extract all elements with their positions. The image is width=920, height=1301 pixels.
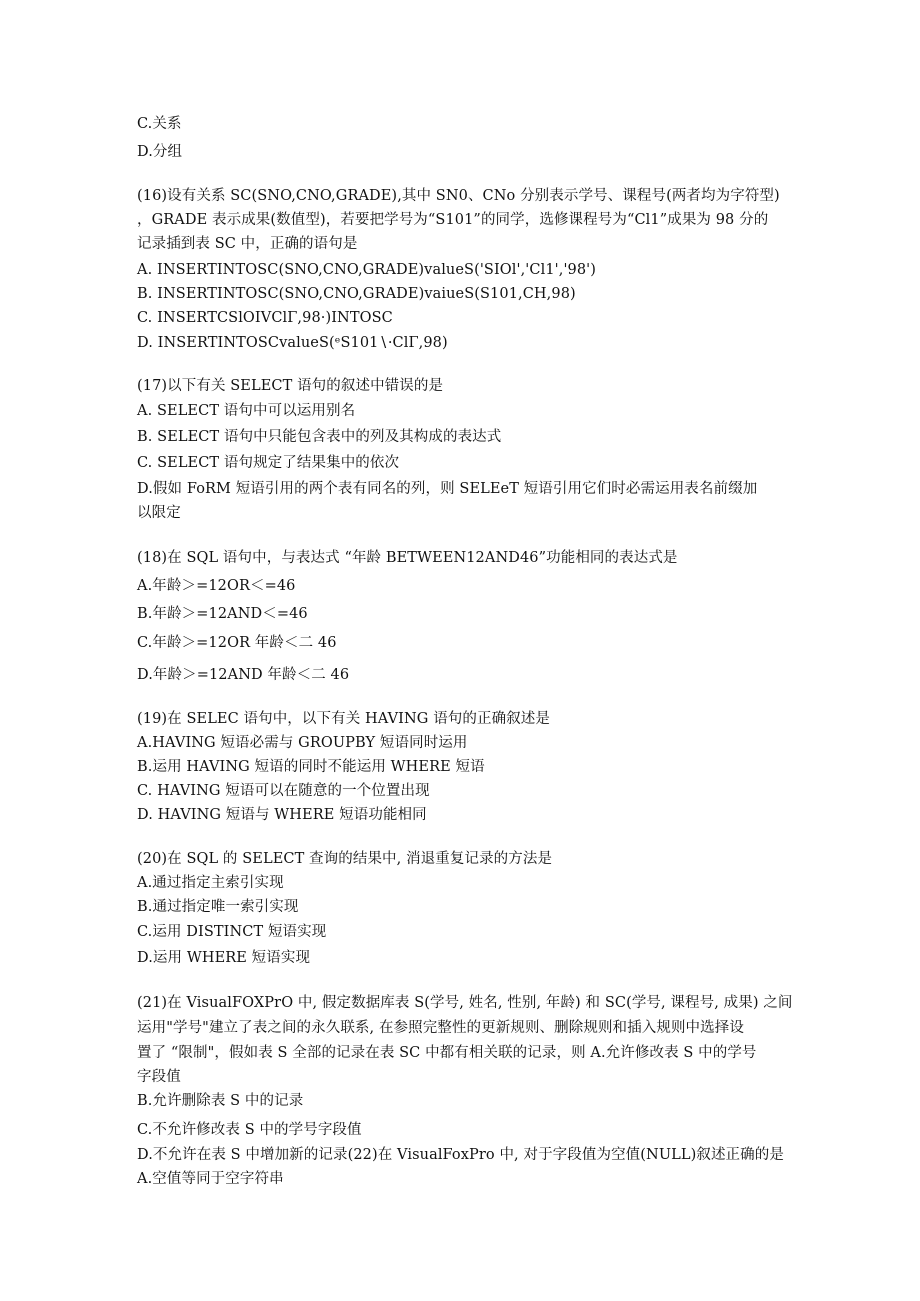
question-16-option-d: D. INSERTINTOSCvalueS(ᵉS101∖·ClΓ,98): [137, 335, 448, 351]
question-21-line-1: (21)在 VisualFOXPrO 中, 假定数据库表 S(学号, 姓名, 性别, 年龄) 和 SC(学号, 课程号, 成果) 之间: [137, 995, 793, 1011]
question-19-option-c: C. HAVING 短语可以在随意的一个位置出现: [137, 783, 430, 799]
question-19-option-d: D. HAVING 短语与 WHERE 短语功能相同: [137, 807, 427, 823]
question-20-option-c: C.运用 DISTINCT 短语实现: [137, 924, 327, 940]
question-19-option-a: A.HAVING 短语必需与 GROUPBY 短语同时运用: [137, 735, 468, 751]
question-21-option-b: B.允许删除表 S 中的记录: [137, 1093, 304, 1109]
question-18-stem: (18)在 SQL 语句中，与表达式 “年龄 BETWEEN12AND46”功能相同的表达式是: [137, 550, 678, 566]
question-16-line-2: ，GRADE 表示成果(数值型)，若要把学号为“S101”的同学，选修课程号为“Cl1”成果为 98 分的: [137, 212, 769, 228]
question-16-line-3: 记录插到表 SC 中，正确的语句是: [137, 236, 358, 252]
question-20-option-b: B.通过指定唯一索引实现: [137, 899, 299, 915]
question-18-option-a: A.年龄＞=12OR＜=46: [137, 578, 296, 594]
option-c-relation: C.关系: [137, 116, 182, 132]
question-17-option-c: C. SELECT 语句规定了结果集中的依次: [137, 455, 400, 471]
question-16-option-b: B. INSERTINTOSC(SNO,CNO,GRADE)vaiueS(S101,CH,98): [137, 286, 576, 302]
question-20-option-d: D.运用 WHERE 短语实现: [137, 950, 311, 966]
question-19-option-b: B.运用 HAVING 短语的同时不能运用 WHERE 短语: [137, 759, 485, 775]
question-20-option-a: A.通过指定主索引实现: [137, 875, 284, 891]
question-16-option-c: C. INSERTCSlOIVClΓ,98·)INTOSC: [137, 310, 393, 326]
question-20-stem: (20)在 SQL 的 SELECT 查询的结果中, 消退重复记录的方法是: [137, 851, 553, 867]
question-17-option-b: B. SELECT 语句中只能包含表中的列及其构成的表达式: [137, 429, 502, 445]
question-18-option-c: C.年龄＞=12OR 年龄＜二 46: [137, 635, 337, 651]
question-21-option-c: C.不允许修改表 S 中的学号字段值: [137, 1122, 362, 1138]
question-21-option-d: D.不允许在表 S 中增加新的记录(22)在 VisualFoxPro 中, 对于字段值为空值(NULL)叙述正确的是: [137, 1147, 784, 1163]
question-17-option-a: A. SELECT 语句中可以运用别名: [137, 403, 356, 419]
question-17-stem: (17)以下有关 SELECT 语句的叙述中错误的是: [137, 378, 444, 394]
question-16-option-a: A. INSERTINTOSC(SNO,CNO,GRADE)valueS('SIOl','Cl1','98'): [137, 262, 597, 278]
question-16-line-1: (16)设有关系 SC(SNO,CNO,GRADE),其中 SN0、CNo 分别表示学号、课程号(两者均为字符型): [137, 188, 780, 204]
question-17-option-d-line-2: 以限定: [137, 505, 181, 521]
question-21-line-2: 运用"学号"建立了表之间的永久联系, 在参照完整性的更新规则、删除规则和插入规则中选择设: [137, 1020, 744, 1036]
question-21-line-3: 置了 “限制"，假如表 S 全部的记录在表 SC 中都有相关联的记录，则 A.允许修改表 S 中的学号: [137, 1045, 757, 1061]
option-d-group: D.分组: [137, 144, 183, 160]
question-22-option-a: A.空值等同于空字符串: [137, 1171, 284, 1187]
question-17-option-d-line-1: D.假如 FoRM 短语引用的两个表有同名的列，则 SELEeT 短语引用它们时必需运用表名前缀加: [137, 481, 758, 497]
question-18-option-d: D.年龄＞=12AND 年龄＜二 46: [137, 667, 350, 683]
question-18-option-b: B.年龄＞=12AND＜=46: [137, 606, 308, 622]
question-19-stem: (19)在 SELEC 语句中，以下有关 HAVING 语句的正确叙述是: [137, 711, 550, 727]
question-21-line-4: 字段值: [137, 1069, 181, 1085]
